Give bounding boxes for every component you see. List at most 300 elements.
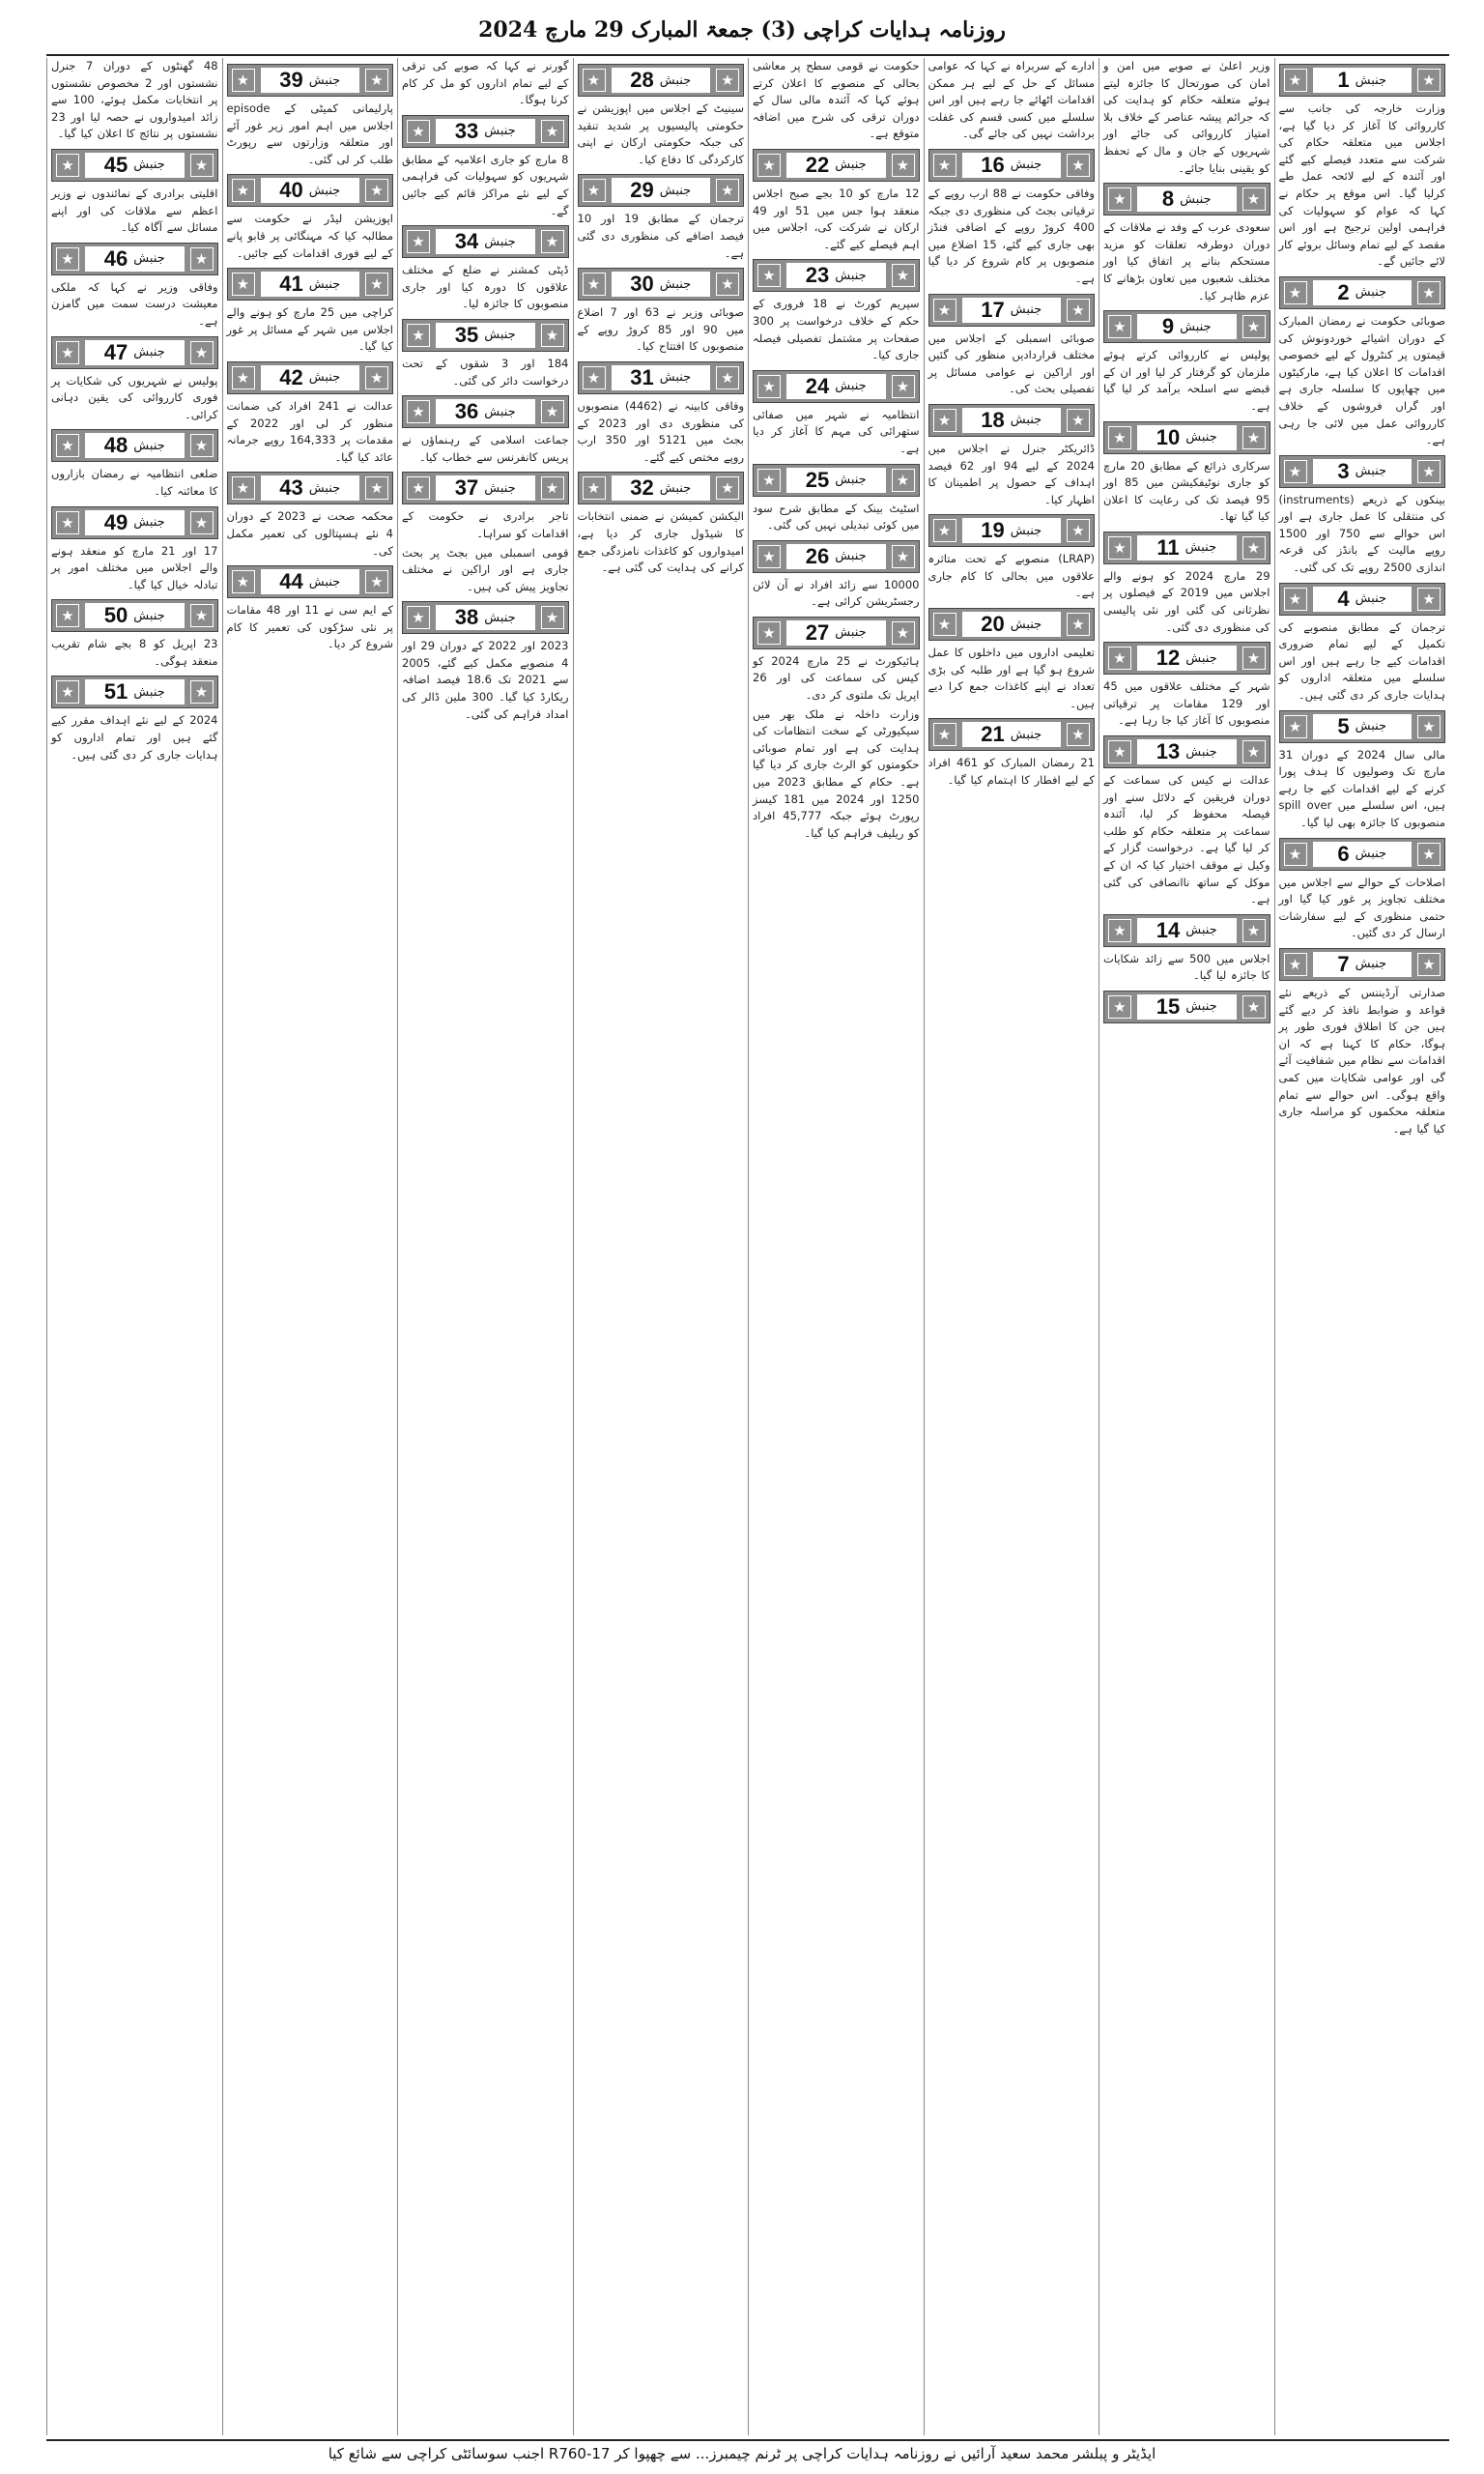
news-item [753,464,920,534]
news-item [402,545,569,596]
heading-number: 10 [1156,424,1181,449]
star-icon: ★ [190,154,214,177]
heading-number: 28 [630,68,654,92]
star-icon: ★ [232,179,255,202]
item-heading [1103,183,1270,216]
heading-label [962,722,1062,747]
star-icon: ★ [1108,995,1131,1019]
item-heading [1279,948,1446,981]
news-item [928,608,1096,712]
news-item [227,174,394,262]
item-paragraph: وزارت خارجہ کی جانب سے کارروائی کا آغاز کر دیا گیا ہے، اجلاس میں متعلقہ حکام کی شرکت سے متعدد فیصلے کیے گئے اور آئندہ کے لیے لائحہ عمل طے کرلیا گیا۔ اس موقع پر حکام نے کہا کہ عوام کو سہولیات کی فراہمی اولین ترجیح ہے اور اس مقصد کے لیے تمام وسائل بروئے کار لائے جائیں گے۔ [1278,101,1445,269]
item-heading [51,336,218,369]
heading-number: 37 [454,475,479,501]
news-item [578,174,745,262]
star-icon: ★ [1108,647,1131,670]
star-icon: ★ [407,400,430,423]
star-icon: ★ [1284,69,1307,92]
item-paragraph: 23 اپریل کو 8 بجے شام تقریب منعقد ہوگی۔ [51,637,218,668]
item-heading [578,361,745,394]
heading-word: جنبش [308,370,341,386]
star-icon: ★ [541,476,564,500]
column-8 [46,58,222,2435]
heading-number: 46 [103,245,128,271]
heading-label [1137,994,1237,1020]
item-paragraph: 21 رمضان المبارک کو 461 افراد کے لیے افطار کا اہتمام کیا گیا۔ [928,756,1095,788]
heading-word: جنبش [1010,413,1042,428]
heading-word: جنبش [1010,727,1042,742]
item-paragraph: مالی سال 2024 کے دوران 31 مارچ تک وصولیوں کا ہدف پورا کرنے کے لیے اقدامات کیے جا رہے ہیں، اس سلسلے میں spill over منصوبوں کا جائزہ بھی لیا گیا۔ [1278,747,1445,829]
heading-label [1313,842,1413,867]
heading-number: 41 [279,272,303,297]
item-paragraph: صدارتی آرڈیننس کے ذریعے نئے قواعد و ضوابط نافذ کر دیے گئے ہیں جن کا اطلاق فوری طور پر ہوگا، حکام کا کہنا ہے کہ ان اقدامات سے نظام میں شفافیت آئے گی اور عوامی شکایات میں کمی واقع ہوگی۔ اس حوالے سے تمام متعلقہ محکموں کو مراسلہ جاری کیا گیا ہے۔ [1278,985,1445,1136]
heading-word: جنبش [308,276,341,292]
item-heading [1103,914,1270,947]
heading-number: 11 [1156,534,1180,560]
item-paragraph: ترجمان کے مطابق منصوبے کی تکمیل کے لیے تمام ضروری اقدامات کیے جا رہے ہیں اور اس سلسلے میں متعلقہ اداروں کو ہدایات جاری کر دی گئی ہیں۔ [1278,619,1445,703]
heading-label [786,620,886,646]
star-icon: ★ [365,273,388,296]
heading-word: جنبش [835,158,867,173]
heading-word: جنبش [308,574,341,590]
item-paragraph: تعلیمی اداروں میں داخلوں کا عمل شروع ہو گیا ہے اور طلبہ کی بڑی تعداد نے اپنے کاغذات جمع کرا دیے ہیں۔ [928,646,1095,710]
news-item [402,601,569,723]
heading-number: 38 [454,605,479,630]
item-heading [1279,838,1446,871]
star-icon: ★ [56,604,79,627]
star-icon: ★ [1284,953,1307,976]
star-icon: ★ [407,324,430,347]
heading-label [612,272,711,297]
column-5 [573,58,749,2435]
item-paragraph: 12 مارچ کو 10 بجے صبح اجلاس منعقد ہوا جس میں 51 اور 49 ارکان نے شرکت کی، اجلاس میں اہم فیصلے کیے گئے۔ [753,186,920,251]
item-heading [1279,583,1446,616]
item-paragraph: ڈپٹی کمشنر نے ضلع کے مختلف علاقوں کا دورہ کیا اور جاری منصوبوں کا جائزہ لیا۔ [402,263,569,311]
star-icon: ★ [1242,426,1266,449]
heading-word: جنبش [308,72,341,88]
news-item [753,540,920,611]
heading-label [1137,314,1237,339]
star-icon: ★ [1108,426,1131,449]
heading-number: 27 [805,619,830,645]
item-paragraph: صوبائی وزیر نے 63 اور 7 اضلاع میں 90 اور 85 کروڑ روپے کے منصوبوں کا افتتاح کیا۔ [577,305,745,354]
heading-label [786,544,886,569]
heading-word: جنبش [835,268,867,283]
news-item [753,706,920,843]
star-icon: ★ [892,154,915,177]
heading-word: جنبش [1355,719,1387,734]
star-icon: ★ [757,469,781,492]
news-item [1103,421,1270,526]
item-paragraph: وفاقی حکومت نے 88 ارب روپے کے ترقیاتی بجٹ کی منظوری دی جبکہ 400 کروڑ روپے کے اضافی فنڈز بھی جاری کیے گئے، 15 اضلاع میں منصوبوں پر کام شروع کر دیا گیا ہے۔ [928,186,1095,285]
star-icon: ★ [583,273,606,296]
news-item [51,429,218,500]
item-heading [51,599,218,632]
item-heading [51,506,218,539]
heading-word: جنبش [835,549,867,564]
heading-label [1313,952,1413,977]
star-icon: ★ [716,366,739,389]
star-icon: ★ [56,511,79,534]
heading-label [261,569,360,594]
heading-number: 19 [981,518,1005,543]
news-item [928,149,1096,288]
heading-label [612,365,711,390]
item-paragraph: اجلاس میں 500 سے زائد شکایات کا جائزہ لیا گیا۔ [1103,951,1270,983]
star-icon: ★ [407,120,430,143]
news-item [928,58,1096,143]
star-icon: ★ [365,476,388,500]
column-7 [222,58,398,2435]
star-icon: ★ [1242,187,1266,211]
heading-word: جنبش [1355,464,1387,479]
heading-number: 21 [981,722,1005,747]
star-icon: ★ [583,69,606,92]
star-icon: ★ [1284,460,1307,483]
heading-label [1313,280,1413,305]
heading-word: جنبش [1184,540,1217,556]
news-item [1103,991,1270,1023]
item-heading [1103,991,1270,1023]
heading-label [85,340,185,365]
heading-label [612,475,711,501]
item-heading [1103,532,1270,564]
news-item [402,395,569,466]
star-icon: ★ [1067,723,1090,746]
masthead-rule [46,54,1449,56]
heading-number: 44 [279,569,303,594]
news-item [51,506,218,594]
heading-label [962,298,1062,323]
star-icon: ★ [365,366,388,389]
star-icon: ★ [407,230,430,253]
star-icon: ★ [757,621,781,645]
item-paragraph: وفاقی وزیر نے کہا کہ ملکی معیشت درست سمت میں گامزن ہے۔ [51,279,218,328]
item-paragraph: 8 مارچ کو جاری اعلامیہ کے مطابق شہریوں کو سہولیات کی فراہمی کے لیے نئے مراکز قائم کیے جائیں گے۔ [402,152,569,217]
heading-word: جنبش [659,183,692,198]
item-heading [1279,64,1446,97]
item-paragraph: 2023 اور 2022 کے دوران 29 اور 4 منصوبے مکمل کیے گئے، 2005 سے 2021 تک 18.6 فیصد اضافہ ریکارڈ کیا گیا۔ 300 ملین ڈالر کی امداد فراہم کی گئی۔ [402,639,569,721]
star-icon: ★ [1067,154,1090,177]
news-item [227,361,394,466]
item-paragraph: 48 گھنٹوں کے دوران 7 جنرل نشستوں اور 2 مخصوص نشستوں پر انتخابات مکمل ہوئے، 100 سے زائد امیدواروں نے حصہ لیا اور 23 نشستوں پر نتائج کا اعلان کیا گیا۔ [51,59,218,141]
news-item [1279,710,1446,832]
item-paragraph: سرکاری ذرائع کے مطابق 20 مارچ کو جاری نوٹیفکیشن میں 85 اور 95 فیصد تک کی رعایت کا اعلان کیا گیا تھا۔ [1103,458,1270,524]
heading-number: 14 [1156,917,1181,942]
star-icon: ★ [56,680,79,704]
heading-label [1137,918,1237,943]
heading-word: جنبش [835,473,867,487]
item-paragraph: گورنر نے کہا کہ صوبے کی ترقی کے لیے تمام اداروں کو مل کر کام کرنا ہوگا۔ [402,59,569,107]
heading-number: 9 [1161,314,1175,339]
item-heading [227,268,394,301]
heading-number: 24 [805,373,830,398]
star-icon: ★ [1108,536,1131,560]
heading-word: جنبش [133,251,165,267]
heading-word: جنبش [1185,430,1217,445]
star-icon: ★ [56,341,79,364]
item-paragraph: ترجمان کے مطابق 19 اور 10 فیصد اضافے کی منظوری دی گئی ہے۔ [577,212,744,260]
heading-word: جنبش [1010,158,1042,173]
heading-word: جنبش [835,625,867,641]
heading-number: 30 [630,272,654,297]
heading-word: جنبش [484,124,516,139]
star-icon: ★ [541,120,564,143]
heading-word: جنبش [133,438,165,453]
item-heading [402,115,569,148]
heading-number: 43 [279,475,303,501]
star-icon: ★ [56,154,79,177]
item-heading [1103,310,1270,343]
heading-number: 50 [103,603,128,628]
item-heading [51,149,218,182]
heading-number: 20 [981,612,1005,637]
news-item [51,336,218,424]
heading-number: 18 [981,407,1005,432]
star-icon: ★ [1242,740,1266,763]
heading-word: جنبش [1185,999,1217,1015]
heading-label [85,679,185,705]
star-icon: ★ [1417,281,1441,304]
star-icon: ★ [365,179,388,202]
star-icon: ★ [933,519,956,542]
heading-label [962,518,1062,543]
news-item [402,225,569,313]
item-heading [1279,455,1446,488]
news-item [578,64,745,168]
item-paragraph: بینکوں کے ذریعے (instruments) کی منتقلی کا عمل جاری ہے اور اس حوالے سے 750 اور 1500 روپے مالیت کے بانڈز کی قرعہ اندازی 2500 روپے تک کی گئی۔ [1278,492,1445,575]
news-item [1103,310,1270,415]
news-item [227,64,394,168]
item-heading [753,464,920,497]
item-paragraph: عدالت نے کیس کی سماعت کے دوران فریقین کے دلائل سنے اور فیصلہ محفوظ کر لیا، آئندہ سماعت پر متعلقہ حکام کو طلب کر لیا گیا ہے۔ درخواست گزار کے وکیل نے موقف اختیار کیا کہ ان کے موکل کے ساتھ ناانصافی کی گئی ہے۔ [1103,773,1270,906]
news-item [753,617,920,705]
item-paragraph: کے ایم سی نے 11 اور 48 مقامات پر نئی سڑکوں کی تعمیر کا کام شروع کر دیا۔ [226,603,393,651]
heading-label [1313,459,1413,484]
heading-word: جنبش [484,234,516,249]
heading-number: 4 [1337,586,1350,611]
star-icon: ★ [56,247,79,271]
news-item [227,472,394,560]
heading-word: جنبش [1355,285,1387,301]
heading-label [85,153,185,178]
heading-label [612,178,711,203]
news-item [227,565,394,653]
heading-number: 23 [805,263,830,288]
heading-label [786,468,886,493]
item-paragraph: اصلاحات کے حوالے سے اجلاس میں مختلف تجاویز پر غور کیا گیا اور حتمی منظوری کے لیے سفارشات ارسال کر دی گئیں۔ [1278,875,1445,940]
heading-number: 36 [454,399,479,424]
heading-number: 34 [454,229,479,254]
item-paragraph: 29 مارچ 2024 کو ہونے والے اجلاس میں 2019 کے فیصلوں پر نظرثانی کی گئی اور نئی پالیسی کی منظوری دی گئی۔ [1103,568,1270,634]
item-paragraph: 17 اور 21 مارچ کو منعقد ہونے والے اجلاس میں مختلف امور پر تبادلہ خیال کیا گیا۔ [51,543,218,591]
heading-number: 12 [1156,646,1181,671]
heading-label [436,229,535,254]
star-icon: ★ [1284,843,1307,866]
heading-label [1313,714,1413,739]
heading-word: جنبش [1355,72,1387,88]
news-item [1279,455,1446,577]
news-item [1103,183,1270,304]
star-icon: ★ [757,264,781,287]
heading-number: 22 [805,152,830,177]
star-icon: ★ [1067,519,1090,542]
heading-word: جنبش [1010,617,1042,632]
item-heading [1103,642,1270,675]
heading-label [436,119,535,144]
heading-number: 45 [103,152,128,177]
column-6 [397,58,573,2435]
star-icon: ★ [757,545,781,568]
heading-label [261,365,360,390]
heading-word: جنبش [659,370,692,386]
heading-label [786,153,886,178]
item-paragraph: ضلعی انتظامیہ نے رمضان بازاروں کا معائنہ کیا۔ [51,467,218,498]
heading-number: 16 [981,152,1005,177]
news-item [578,361,745,466]
news-item [402,58,569,109]
item-heading [928,718,1096,751]
star-icon: ★ [933,409,956,432]
star-icon: ★ [1108,315,1131,338]
item-heading [578,472,745,504]
news-item [1279,64,1446,271]
item-heading [753,149,920,182]
heading-word: جنبش [659,276,692,292]
item-heading [578,174,745,207]
masthead: روزنامہ ہدایات کراچی (3) جمعۃ المبارک 29 مارچ 2024 [478,17,1006,43]
heading-word: جنبش [484,404,516,419]
heading-number: 26 [805,543,830,568]
star-icon: ★ [1242,647,1266,670]
imprint-footer: ایڈیٹر و پبلشر محمد سعید آرائیں نے روزنامہ ہدایات کراچی پر ٹرنم چیمبرز... سے چھپوا کر R760-17 اجنب سوسائٹی کراچی سے شائع کیا [328,2445,1156,2462]
heading-label [436,475,535,501]
item-paragraph: عدالت نے 241 افراد کی ضمانت منظور کر لی اور 2022 کے مقدمات پر 164,333 روپے جرمانہ عائد کیا گیا۔ [226,398,394,464]
item-paragraph: ادارے کے سربراہ نے کہا کہ عوامی مسائل کے حل کے لیے ہر ممکن اقدامات اٹھائے جا رہے ہیں اور اس سلسلے میں کسی قسم کی غفلت برداشت نہیں کی جائے گی۔ [928,59,1095,141]
item-paragraph: الیکشن کمیشن نے ضمنی انتخابات کا شیڈول جاری کر دیا ہے، امیدواروں کو کاغذات نامزدگی جمع کرانے کی ہدایت کی گئی ہے۔ [577,509,744,575]
heading-label [962,612,1062,637]
star-icon: ★ [232,273,255,296]
item-heading [928,608,1096,641]
news-item [402,319,569,389]
heading-label [1137,187,1237,212]
item-paragraph: قومی اسمبلی میں بجٹ پر بحث جاری ہے اور اراکین نے مختلف تجاویز پیش کی ہیں۔ [402,545,569,593]
item-paragraph: انتظامیہ نے شہر میں صفائی ستھرائی کی مہم کا آغاز کر دیا ہے۔ [753,407,920,455]
heading-word: جنبش [835,379,867,394]
heading-number: 15 [1156,993,1181,1019]
item-heading [1279,710,1446,743]
item-paragraph: ڈائریکٹر جنرل نے اجلاس میں 2024 کے لیے 94 اور 62 فیصد اہداف کے حصول پر اطمینان کا اظہار کیا۔ [928,441,1095,506]
star-icon: ★ [1108,740,1131,763]
heading-label [436,323,535,348]
heading-label [1137,646,1237,671]
star-icon: ★ [56,434,79,457]
news-item [1103,58,1270,177]
item-paragraph: پولیس نے کارروائی کرتے ہوئے ملزمان کو گرفتار کر لیا اور ان کے قبضے سے اسلحہ برآمد کر لیا گیا ہے۔ [1103,348,1270,413]
heading-number: 2 [1337,279,1350,304]
star-icon: ★ [892,545,915,568]
news-item [51,676,218,763]
heading-number: 3 [1337,458,1350,483]
item-heading [578,268,745,301]
star-icon: ★ [892,469,915,492]
item-heading [402,472,569,504]
item-paragraph: اسٹیٹ بینک کے مطابق شرح سود میں کوئی تبدیلی نہیں کی گئی۔ [753,501,920,532]
news-item [402,472,569,542]
column-1 [1274,58,1450,2435]
news-item [753,149,920,253]
news-item [1279,276,1446,449]
star-icon: ★ [716,179,739,202]
heading-word: جنبش [1355,591,1387,607]
item-heading [753,617,920,649]
star-icon: ★ [365,69,388,92]
column-4 [748,58,924,2435]
star-icon: ★ [1108,919,1131,942]
heading-label [85,603,185,628]
heading-word: جنبش [1185,923,1217,938]
news-item [1103,914,1270,985]
item-paragraph: وزارت داخلہ نے ملک بھر میں سیکیورٹی کے سخت انتظامات کی ہدایت کی ہے اور تمام صوبائی حکومتوں کو الرٹ جاری کر دیا گیا ہے۔ حکام کے مطابق 2023 میں 1250 اور 2024 میں 181 کیسز رپورٹ ہوئے جبکہ 45,777 افراد کو ریلیف فراہم کیا گیا۔ [753,706,920,840]
item-heading [753,540,920,573]
star-icon: ★ [190,680,214,704]
heading-label [786,374,886,399]
item-heading [928,404,1096,437]
heading-word: جنبش [308,183,341,198]
news-item [753,370,920,458]
star-icon: ★ [1284,715,1307,738]
heading-label [1313,587,1413,612]
star-icon: ★ [1417,843,1441,866]
heading-label [261,272,360,297]
heading-number: 49 [103,509,128,534]
item-heading [402,601,569,634]
item-heading [227,174,394,207]
news-item [578,472,745,576]
heading-number: 48 [103,433,128,458]
heading-number: 35 [454,322,479,347]
star-icon: ★ [541,230,564,253]
star-icon: ★ [892,621,915,645]
item-paragraph: وفاقی کابینہ نے (4462) منصوبوں کی منظوری دی اور 2023 کے بجٹ میں 5121 اور 350 ارب روپے مختص کیے گئے۔ [577,398,745,464]
star-icon: ★ [1284,588,1307,611]
item-paragraph: اپوزیشن لیڈر نے حکومت سے مطالبہ کیا کہ مہنگائی پر قابو پانے کے لیے فوری اقدامات کیے جائیں۔ [226,212,393,260]
news-item [928,514,1096,602]
heading-label [436,399,535,424]
heading-label [962,408,1062,433]
heading-label [1137,739,1237,764]
item-paragraph: حکومت نے قومی سطح پر معاشی بحالی کے منصوبے کا اعلان کرتے ہوئے کہا کہ آئندہ مالی سال کے دوران ترقی کی شرح میں اضافہ متوقع ہے۔ [753,59,920,141]
item-paragraph: پولیس نے شہریوں کی شکایات پر فوری کارروائی کی یقین دہانی کرائی۔ [51,373,218,421]
news-item [1279,948,1446,1137]
heading-label [1137,425,1237,450]
item-paragraph: پارلیمانی کمیٹی کے episode اجلاس میں اہم امور زیر غور آئے اور متعلقہ وزارتوں سے رپورٹ طلب کر لی گئی۔ [226,101,393,166]
heading-word: جنبش [1180,319,1212,334]
news-item [753,259,920,363]
heading-label [261,68,360,93]
news-item [1103,735,1270,908]
item-heading [1279,276,1446,309]
heading-number: 17 [981,297,1005,322]
item-heading [51,429,218,462]
star-icon: ★ [583,476,606,500]
heading-word: جنبش [308,480,341,496]
star-icon: ★ [757,375,781,398]
heading-label [962,153,1062,178]
star-icon: ★ [1067,409,1090,432]
item-paragraph: صوبائی حکومت نے رمضان المبارک کے دوران اشیائے خوردونوش کی قیمتوں پر کنٹرول کے لیے خصوصی اقدامات کا اعلان کیا ہے، مارکیٹوں میں چھاپوں کا سلسلہ جاری ہے اور گراں فروشوں کے خلاف کارروائی عمل میں لائی جا رہی ہے۔ [1278,313,1445,447]
star-icon: ★ [716,476,739,500]
